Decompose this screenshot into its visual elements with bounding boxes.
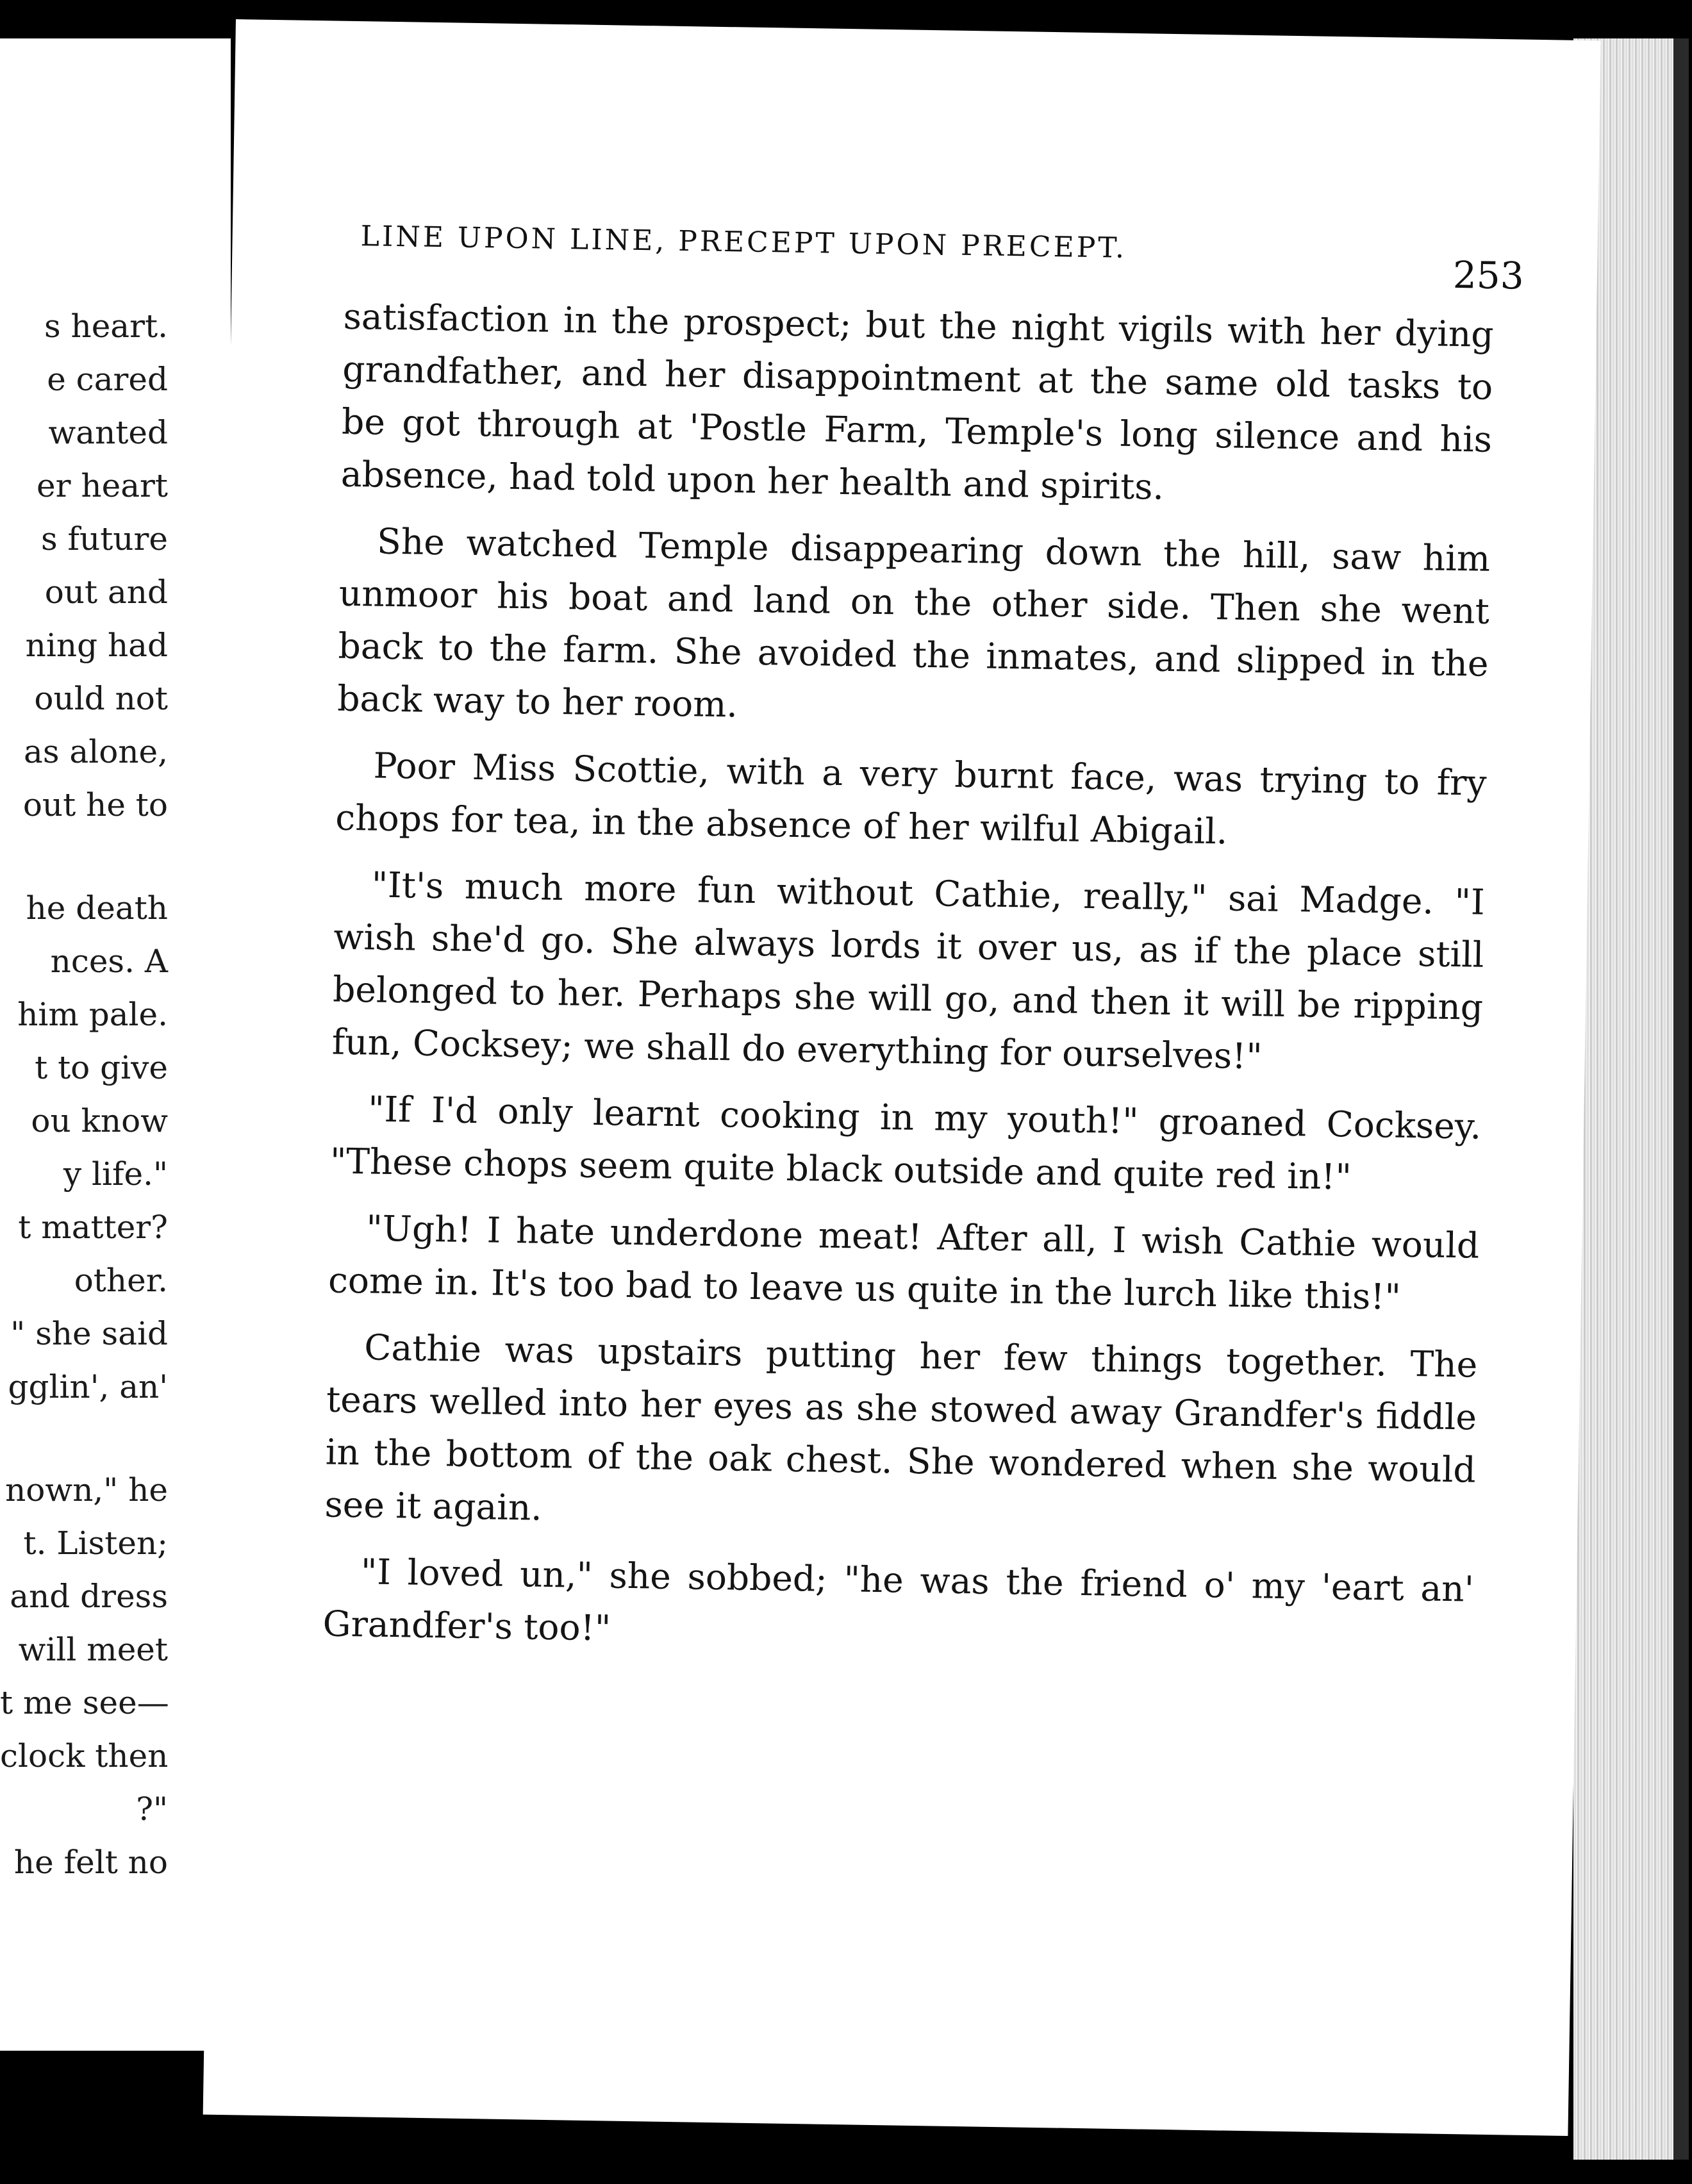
right-page <box>203 19 1601 2136</box>
left-line: out and <box>44 574 168 611</box>
paragraph: "I loved un," she sobbed; "he was the friend o' my 'eart an' Grandfer's too!" <box>322 1551 1475 1649</box>
left-line: s heart. <box>44 308 168 345</box>
page-number: 253 <box>1452 252 1525 298</box>
left-line: wanted <box>48 414 168 451</box>
left-line: as alone, <box>24 733 168 770</box>
running-head: LINE UPON LINE, PRECEPT UPON PRECEPT. <box>360 220 1127 265</box>
left-line: t matter? <box>18 1209 168 1246</box>
paragraph: Poor Miss Scottie, with a very burnt face, was trying to fry chops for tea, in the absence of her wilful Abigail. <box>335 745 1488 852</box>
paragraph: "Ugh! I hate underdone meat! After all, I wish Cathie would come in. It's too bad to leave us quite in the lurch like this!" <box>328 1207 1480 1318</box>
left-line: ?" <box>136 1791 168 1828</box>
left-line: and dress <box>10 1578 168 1615</box>
left-line: other. <box>74 1262 168 1299</box>
left-line: e cared <box>47 361 168 398</box>
paragraph: "It's much more fun without Cathie, really," sai Madge. "I wish she'd go. She always lords it over us, as if the place still belonged to her. Perhaps she will go, and then it will be ripping fun, Cocksey; we shall do everything for ourselves!" <box>331 864 1486 1077</box>
body-text <box>322 290 1494 1682</box>
left-line: out he to <box>22 786 168 823</box>
paragraph: Cathie was upstairs putting her few things together. The tears welled into her eyes as she stowed away Grandfer's fiddle in the bottom of the oak chest. She wondered when she would see it again. <box>324 1327 1478 1528</box>
left-line: nces. A <box>50 943 168 980</box>
left-line: t me see— <box>0 1684 169 1721</box>
paragraph: "If I'd only learnt cooking in my youth!" groaned Cocksey. "These chops seem quite black outside and quite red in!" <box>329 1088 1482 1198</box>
left-line: gglin', an' <box>8 1368 168 1405</box>
left-line: ould not <box>34 680 168 717</box>
left-line: he felt no <box>13 1844 168 1881</box>
left-line: will meet <box>18 1631 168 1668</box>
paragraph: satisfaction in the prospect; but the night vigils with her dying grandfather, and her disappointment at the same old tasks to be got through at 'Postle Farm, Temple's long silence and his absence, had told upon her health and spirits. <box>340 295 1495 508</box>
left-line: t. Listen; <box>23 1525 168 1562</box>
left-line: he death <box>26 889 168 927</box>
left-line: him pale. <box>17 996 168 1033</box>
left-page <box>0 38 231 2051</box>
left-line: ning had <box>25 627 168 664</box>
left-line: clock then <box>0 1737 169 1774</box>
paragraph: She watched Temple disappearing down the hill, saw him unmoor his boat and land on the other side. Then she went back to the farm. She avoided the inmates, and slipped in the back way to her room. <box>336 520 1491 725</box>
left-line: er heart <box>37 467 168 504</box>
left-line: y life." <box>63 1155 168 1193</box>
left-line: s future <box>40 520 168 558</box>
left-line: nown," he <box>5 1471 168 1509</box>
left-line: " she said <box>10 1315 168 1352</box>
left-line: ou know <box>31 1102 168 1139</box>
left-line: t to give <box>35 1049 168 1086</box>
